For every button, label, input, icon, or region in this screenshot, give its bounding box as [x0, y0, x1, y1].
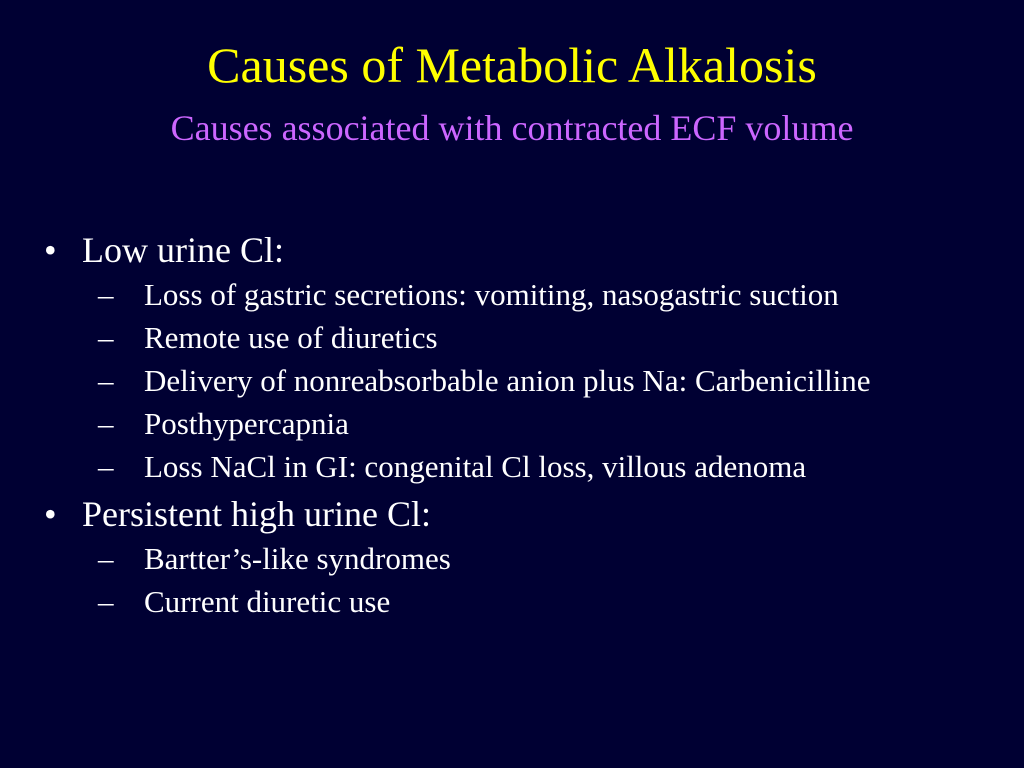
- section-label: Persistent high urine Cl:: [82, 494, 431, 534]
- sub-bullet-item: [98, 320, 994, 356]
- bullet-section: [44, 492, 994, 620]
- section-label: Low urine Cl:: [82, 230, 284, 270]
- slide-subtitle: Causes associated with contracted ECF volume: [170, 108, 854, 148]
- dash-icon: –: [98, 320, 114, 355]
- sub-bullet-item: [98, 449, 994, 485]
- sub-bullet-item: [98, 277, 994, 313]
- sub-bullet-text: Loss of gastric secretions: vomiting, nasogastric suction: [144, 277, 839, 312]
- dash-icon: –: [98, 584, 114, 619]
- bullet-icon: •: [44, 494, 57, 534]
- sub-bullet-text: Posthypercapnia: [144, 406, 349, 441]
- slide-title: Causes of Metabolic Alkalosis: [207, 37, 817, 93]
- sub-bullet-text: Bartter’s-like syndromes: [144, 541, 451, 576]
- sub-bullet-item: [98, 363, 994, 399]
- dash-icon: –: [98, 449, 114, 484]
- sub-bullet-text: Remote use of diuretics: [144, 320, 438, 355]
- dash-icon: –: [98, 277, 114, 312]
- dash-icon: –: [98, 406, 114, 441]
- sub-bullet-text: Loss NaCl in GI: congenital Cl loss, villous adenoma: [144, 449, 807, 484]
- sub-bullet-list: [82, 277, 994, 485]
- dash-icon: –: [98, 363, 114, 398]
- sub-bullet-item: [98, 584, 994, 620]
- sub-bullet-list: [82, 541, 994, 620]
- bullet-list: [44, 224, 994, 627]
- bullet-icon: •: [44, 230, 57, 270]
- sub-bullet-item: [98, 406, 994, 442]
- sub-bullet-text: Current diuretic use: [144, 584, 391, 619]
- sub-bullet-text: Delivery of nonreabsorbable anion plus Na: Carbenicilline: [144, 363, 871, 398]
- bullet-section: [44, 228, 994, 485]
- dash-icon: –: [98, 541, 114, 576]
- sub-bullet-item: [98, 541, 994, 577]
